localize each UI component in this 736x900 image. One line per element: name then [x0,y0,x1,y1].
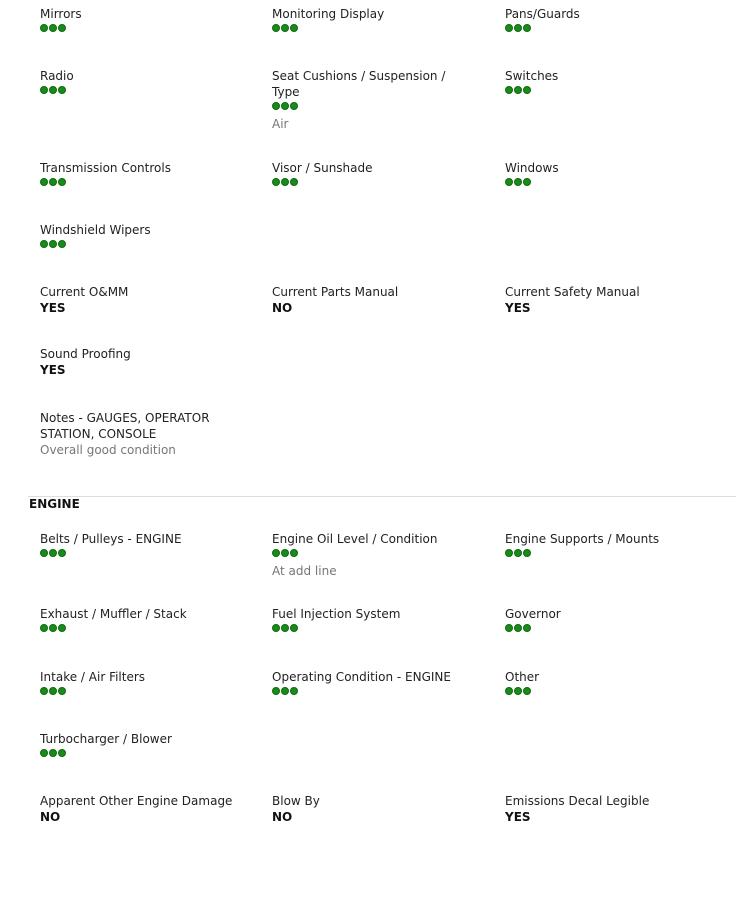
rating-dot-icon [49,549,57,557]
rating-dot-icon [523,178,531,186]
item-value: NO [272,301,293,315]
item-operating-condition [272,669,472,696]
rating-dot-icon [290,687,298,695]
rating-dot-icon [514,178,522,186]
rating-dot-icon [49,178,57,186]
rating-dot-icon [40,178,48,186]
rating-dot-icon [40,624,48,632]
rating-dot-icon [505,624,513,632]
item-label: Apparent Other Engine Damage [40,794,233,808]
item-note: At add line [272,564,337,578]
rating-dot-icon [40,86,48,94]
rating-dots [40,548,240,558]
rating-dot-icon [290,24,298,32]
rating-dot-icon [514,86,522,94]
rating-dot-icon [505,86,513,94]
rating-dot-icon [58,749,66,757]
item-label: Fuel Injection System [272,607,401,621]
item-label: Transmission Controls [40,161,171,175]
rating-dot-icon [40,549,48,557]
item-emissions-decal [505,793,705,825]
item-engine-supports [505,531,705,558]
rating-dot-icon [281,624,289,632]
item-label: Blow By [272,794,320,808]
item-current-omm [40,284,240,316]
item-label: Intake / Air Filters [40,670,146,684]
rating-dot-icon [505,549,513,557]
rating-dot-icon [49,24,57,32]
rating-dot-icon [523,549,531,557]
rating-dots [40,239,240,249]
item-label: Switches [505,69,559,83]
item-value: YES [505,301,531,315]
rating-dot-icon [272,624,280,632]
item-label: Visor / Sunshade [272,161,373,175]
rating-dot-icon [49,749,57,757]
rating-dots [40,85,240,95]
item-belts-pulleys [40,531,240,558]
item-blow-by [272,793,472,825]
rating-dot-icon [290,178,298,186]
item-monitoring-display [272,6,472,33]
item-label: Current O&MM [40,285,129,299]
item-label: Pans/Guards [505,7,580,21]
item-label: Exhaust / Muffler / Stack [40,607,187,621]
rating-dot-icon [505,24,513,32]
rating-dots [505,686,705,696]
rating-dot-icon [523,24,531,32]
rating-dots [505,177,705,187]
item-label: Radio [40,69,74,83]
rating-dots [505,548,705,558]
rating-dot-icon [523,624,531,632]
rating-dot-icon [523,86,531,94]
rating-dot-icon [514,549,522,557]
item-label: Windows [505,161,559,175]
item-windows [505,160,705,187]
item-label: Emissions Decal Legible [505,794,650,808]
rating-dots [40,23,240,33]
rating-dot-icon [523,687,531,695]
rating-dot-icon [272,549,280,557]
item-value: YES [505,810,531,824]
item-mirrors [40,6,240,33]
item-label: Sound Proofing [40,347,131,361]
item-seat-cushions [272,68,452,132]
rating-dot-icon [514,24,522,32]
rating-dot-icon [40,24,48,32]
rating-dot-icon [272,102,280,110]
rating-dot-icon [49,687,57,695]
item-visor-sunshade [272,160,472,187]
item-label: Seat Cushions / Suspension / Type [272,69,446,99]
rating-dots [272,23,472,33]
rating-dot-icon [281,178,289,186]
rating-dot-icon [58,687,66,695]
rating-dot-icon [290,549,298,557]
rating-dot-icon [58,24,66,32]
rating-dot-icon [49,240,57,248]
item-windshield-wipers [40,222,240,249]
rating-dots [40,686,240,696]
item-note: Overall good condition [40,443,176,457]
rating-dots [272,623,472,633]
rating-dot-icon [58,86,66,94]
rating-dot-icon [58,178,66,186]
item-other [505,669,705,696]
item-intake-air-filters [40,669,240,696]
item-turbocharger [40,731,240,758]
item-switches [505,68,705,95]
item-label: Mirrors [40,7,82,21]
rating-dot-icon [58,549,66,557]
item-fuel-injection [272,606,472,633]
rating-dot-icon [514,624,522,632]
item-value: YES [40,363,66,377]
rating-dot-icon [40,687,48,695]
item-label: Windshield Wipers [40,223,151,237]
rating-dots [40,748,240,758]
rating-dots [505,85,705,95]
rating-dot-icon [58,240,66,248]
rating-dot-icon [40,240,48,248]
item-label: Governor [505,607,561,621]
rating-dots [505,623,705,633]
section-title-engine: ENGINE [29,497,80,511]
rating-dot-icon [514,687,522,695]
rating-dots [40,177,240,187]
rating-dot-icon [58,624,66,632]
item-governor [505,606,705,633]
item-current-safety-manual [505,284,705,316]
rating-dots [40,623,240,633]
rating-dot-icon [40,749,48,757]
rating-dots [272,101,452,111]
item-radio [40,68,240,95]
item-apparent-damage [40,793,240,825]
item-label: Turbocharger / Blower [40,732,172,746]
item-value: YES [40,301,66,315]
rating-dot-icon [272,687,280,695]
rating-dot-icon [281,24,289,32]
item-label: Other [505,670,540,684]
rating-dot-icon [505,178,513,186]
item-value: NO [40,810,61,824]
rating-dot-icon [505,687,513,695]
item-label: Engine Supports / Mounts [505,532,660,546]
item-sound-proofing [40,346,240,378]
rating-dot-icon [49,86,57,94]
rating-dot-icon [272,24,280,32]
item-note: Air [272,117,289,131]
item-label: Notes - GAUGES, OPERATOR STATION, CONSOLE [40,411,210,441]
rating-dot-icon [290,624,298,632]
rating-dots [272,686,472,696]
item-notes-gauges [40,410,215,458]
rating-dots [505,23,705,33]
item-label: Engine Oil Level / Condition [272,532,438,546]
rating-dots [272,548,472,558]
rating-dots [272,177,472,187]
item-value: NO [272,810,293,824]
rating-dot-icon [49,624,57,632]
item-transmission-controls [40,160,240,187]
rating-dot-icon [281,687,289,695]
item-label: Belts / Pulleys - ENGINE [40,532,182,546]
item-exhaust-muffler [40,606,240,633]
section-divider [28,496,736,497]
rating-dot-icon [290,102,298,110]
item-label: Operating Condition - ENGINE [272,670,451,684]
item-pans-guards [505,6,705,33]
item-label: Current Parts Manual [272,285,399,299]
rating-dot-icon [281,549,289,557]
item-label: Monitoring Display [272,7,385,21]
item-current-parts-manual [272,284,472,316]
rating-dot-icon [281,102,289,110]
rating-dot-icon [272,178,280,186]
item-label: Current Safety Manual [505,285,640,299]
item-engine-oil-level [272,531,472,579]
